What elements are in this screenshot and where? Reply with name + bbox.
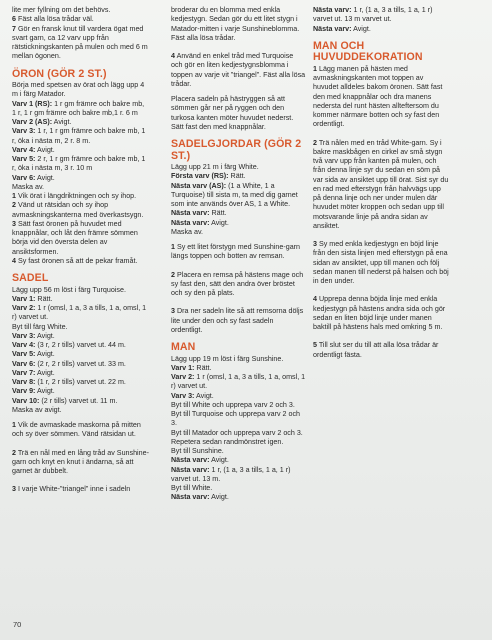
instruction-line <box>171 484 306 493</box>
line-text: Avigt. <box>35 387 55 396</box>
instruction-line <box>12 304 150 323</box>
line-text: Lägg upp 19 m löst i färg Sunshine. <box>171 354 284 363</box>
section-heading-oron: ÖRON (GÖR 2 ST.) <box>12 67 107 80</box>
line-label: 2 <box>313 138 317 147</box>
line-text: Byt till Sunshine. <box>171 447 224 455</box>
instruction-line <box>171 355 306 364</box>
line-label: 1 <box>12 421 16 429</box>
line-text: 1 r gm främre och bakre mb, 1 r, 1 r gm främre och bakre mb,1 r. 6 m <box>12 99 145 117</box>
instruction-line <box>12 220 150 257</box>
instruction-line <box>12 146 150 155</box>
line-text: Rätt. <box>35 294 53 303</box>
sadelgjordar-steps <box>171 243 306 335</box>
line-text: Avigt. <box>35 145 55 154</box>
instruction-line <box>12 118 150 127</box>
line-text: Lägg upp 56 m löst i färg Turquoise. <box>12 285 126 294</box>
instruction-line <box>12 323 150 332</box>
instruction-line <box>12 369 150 378</box>
line-text: 1 r, (1 a, 3 a tills, 1 a, 1 r) varvet ut. 13 m varvet ut. <box>313 6 433 24</box>
line-label: Varv 5: <box>12 155 36 163</box>
line-text: 1 r (omsl, 1 a, 3 a tills, 1 a, omsl, 1 r) varvet ut. <box>171 373 306 391</box>
line-text: Repetera sedan randmönstret igen. <box>171 437 284 446</box>
line-label: 2 <box>171 270 175 279</box>
line-text: (1 r, 2 r tills) varvet ut. 22 m. <box>35 378 126 386</box>
line-label: 6 <box>12 15 16 24</box>
line-text: 1 r, 1 r gm främre och bakre mb, 1 r, öka i nästa m, 2 r. 8 m. <box>12 127 146 145</box>
line-text: Avigt. <box>209 456 229 465</box>
instruction-step <box>313 240 450 286</box>
line-text: Avigt. <box>52 118 72 126</box>
instruction-line <box>171 392 306 401</box>
line-text: Fäst alla lösa trådar väl. <box>15 15 94 24</box>
line-text: (3 r, 2 r tills) varvet ut. 44 m. <box>35 341 126 349</box>
line-label: Nästa varv: <box>313 6 352 14</box>
line-label: Nästa varv: <box>171 218 210 227</box>
instruction-line <box>313 25 450 34</box>
line-text: I varje White-”triangel” inne i sadeln <box>15 485 131 494</box>
instruction-step <box>171 271 306 299</box>
line-text: (2 r tills) varvet ut. 11 m. <box>39 396 118 405</box>
line-text: Avigt. <box>209 218 229 227</box>
instruction-step <box>12 449 150 477</box>
line-text: Dra ner sadeln lite så att remsorna döljs lite under den och sy fast sadeln ordentligt. <box>171 307 304 334</box>
instruction-line <box>313 6 450 25</box>
line-text: Till slut ser du till att alla lösa trådar är ordentligt fästa. <box>313 341 439 359</box>
column-1 <box>12 6 150 495</box>
instruction-line <box>171 373 306 392</box>
line-label: Varv 3: <box>171 391 195 400</box>
column-2 <box>171 6 306 503</box>
instruction-line <box>12 295 150 304</box>
line-text: Gör en fransk knut till vardera ögat med svart garn, ca 12 varv upp från rätstickningskanten på mulen och med 6 m mellan ögonen. <box>12 24 148 61</box>
instruction-line <box>12 100 150 119</box>
page-number: 70 <box>13 620 22 629</box>
instruction-line <box>12 397 150 406</box>
line-label: 1 <box>171 243 175 251</box>
line-text: Maska av. <box>12 182 45 191</box>
instruction-line <box>12 360 150 369</box>
line-text: lite mer fyllning om det behövs. <box>12 6 111 14</box>
instruction-line <box>171 163 306 172</box>
sadel-block <box>12 286 150 416</box>
instruction-line <box>171 219 306 228</box>
line-label: Nästa varv (AS): <box>171 181 227 190</box>
instruction-line <box>171 410 306 429</box>
line-text: Avigt. <box>35 368 55 377</box>
line-text: Avigt. <box>35 331 55 340</box>
instruction-line <box>12 15 150 24</box>
line-text: Avigt. <box>194 391 214 400</box>
man-continued-block <box>313 6 450 34</box>
line-text: Trä nålen med en tråd White-garn. Sy i bakre maskbågen en cirkel av små stygn två varv upp från kanten på mulen, och från denna linje syr du sedan en söm på var sida av ansiktet upp till örat. Sist syr du en rad med efterstygn från halvvägs upp på denna linje och ner under mulen där huvudet möter kroppen och sedan upp till motsvarande linje på andra sidan av ansiktet. <box>313 138 449 230</box>
instruction-line <box>171 493 306 502</box>
line-text: (1 a White, 1 a Turquoise) till sista m, ta med dig garnet som inte används över AS, 1 a White. <box>171 181 298 208</box>
line-text: Avigt. <box>351 24 371 33</box>
sadelgjordar-block <box>171 163 306 237</box>
line-label: 4 <box>171 52 175 60</box>
line-label: Varv 3: <box>12 127 36 136</box>
line-text: Vik örat i längdriktningen och sy ihop. <box>15 192 137 200</box>
instruction-line <box>12 378 150 387</box>
section-heading-dekoration: MAN OCH HUVUDDEKORATION <box>313 39 423 64</box>
instruction-line <box>12 332 150 341</box>
line-text: Byt till färg White. <box>12 322 68 331</box>
instruction-line <box>171 466 306 485</box>
line-text: broderar du en blomma med enkla kedjestygn. Sedan gör du ett litet stygn i Matador-mitten i varje Sunshineblomma. Fäst alla lösa trådar. <box>171 6 300 42</box>
instruction-step <box>313 341 450 360</box>
line-text: (2 r, 2 r tills) varvet ut. 33 m. <box>35 359 126 368</box>
instruction-line <box>171 364 306 373</box>
line-label: Varv 4: <box>12 145 36 154</box>
line-label: Varv 9: <box>12 387 36 396</box>
line-label: Nästa varv: <box>171 465 210 474</box>
instruction-line <box>12 6 150 15</box>
dekoration-steps <box>313 65 450 360</box>
line-text: Sy ett litet förstygn med Sunshine-garn längs toppen och botten av remsan. <box>171 243 301 261</box>
line-text: 2 r, 1 r gm främre och bakre mb, 1 r, öka i nästa m, 3 r. 10 m <box>12 155 146 173</box>
instruction-line <box>171 456 306 465</box>
line-text: 1 r, (1 a, 3 a tills, 1 a, 1 r) varvet ut. 13 m. <box>171 465 291 483</box>
instruction-line <box>12 387 150 396</box>
instruction-step <box>313 295 450 332</box>
sadel-steps <box>12 421 150 495</box>
line-text: Sy fast öronen så att de pekar framåt. <box>15 256 138 265</box>
line-label: 5 <box>313 341 317 350</box>
line-label: Varv 2 (AS): <box>12 118 53 126</box>
instruction-line <box>12 127 150 146</box>
line-text: Sy med enkla kedjestygn en böjd linje från den sista linjen med efterstygn på ena sidan av ansiktet, upp till manen och följ sedan manen till nederst på halsen och böj in den under. <box>313 240 449 285</box>
line-text: Rätt. <box>194 363 212 372</box>
line-text: Rätt. <box>228 172 246 181</box>
line-text: Vänd ut rätsidan och sy ihop avmaskningskanterna med överkastsygn. <box>12 201 144 219</box>
line-label: Nästa varv: <box>171 209 210 218</box>
instruction-step <box>171 6 306 43</box>
line-label: 3 <box>171 307 175 316</box>
intro-block <box>12 6 150 62</box>
line-label: 4 <box>12 256 16 265</box>
line-text: Avigt. <box>35 350 55 359</box>
instruction-line <box>171 447 306 456</box>
line-text: Placera en remsa på hästens mage och sy fast den, sätt den andra över bröstet och sy den på plats. <box>171 270 304 297</box>
instruction-line <box>12 341 150 350</box>
instruction-line <box>12 350 150 359</box>
line-text: Avigt. <box>35 173 55 182</box>
instruction-step <box>171 243 306 262</box>
line-label: Varv 2: <box>12 304 36 312</box>
instruction-step <box>12 485 150 494</box>
line-label: Nästa varv: <box>171 456 210 465</box>
oron-block <box>12 81 150 266</box>
line-text: 1 r (omsl, 1 a, 3 a tills, 1 a, omsl, 1 r) varvet ut. <box>12 304 147 322</box>
line-label: Första varv (RS): <box>171 172 229 181</box>
instruction-step <box>313 65 450 130</box>
instruction-line <box>12 201 150 220</box>
line-text: Maska av avigt. <box>12 405 62 414</box>
line-label: Varv 3: <box>12 331 36 340</box>
line-text: Maska av. <box>171 227 204 236</box>
line-text: Använd en enkel tråd med Turquoise och gör en liten kedjestygnsblomma i toppen av varje vit ”triangel”. Fäst alla lösa trådar. <box>171 52 306 88</box>
instruction-line <box>171 209 306 218</box>
line-label: Varv 10: <box>12 396 40 405</box>
line-text: Byt till Turquoise och upprepa varv 2 och 3. <box>171 410 300 428</box>
instruction-line <box>12 174 150 183</box>
embroidery-block <box>171 6 306 89</box>
line-label: 2 <box>12 201 16 210</box>
line-text: Lägg upp 21 m i färg White. <box>171 163 259 171</box>
instruction-line <box>171 172 306 181</box>
line-text: Börja med spetsen av örat och lägg upp 4 m i färg Matador. <box>12 81 145 99</box>
instruction-line <box>171 182 306 210</box>
instruction-step <box>12 421 150 440</box>
line-text: Lägg manen på hästen med avmaskningskanten mot toppen av huvudet alldeles bakom öronen. Sätt fast den med knappnålar och dra manens nedersta del runt hästen allteftersom du kommer närmare botten och sy fast den ordentligt. <box>313 64 443 129</box>
line-label: 2 <box>12 448 16 457</box>
section-heading-sadelgjordar: SADELGJORDAR (GÖR 2 ST.) <box>171 138 302 162</box>
instruction-line <box>12 286 150 295</box>
line-label: Varv 6: <box>12 359 36 368</box>
line-text: Upprepa denna böjda linje med enkla kedjestygn på hästens andra sida och gör sedan en liten böjd linje under manen baktill på hästens hals med omkring 5 m. <box>313 295 446 331</box>
line-label: 4 <box>313 295 317 304</box>
instruction-line <box>171 401 306 410</box>
instruction-step <box>171 52 306 89</box>
line-label: Varv 1: <box>171 363 195 372</box>
instruction-line <box>171 228 306 237</box>
line-text: Byt till White. <box>171 484 213 492</box>
instruction-line <box>12 25 150 62</box>
man-block <box>171 355 306 503</box>
instruction-line <box>171 438 306 447</box>
line-label: 7 <box>12 24 16 33</box>
line-label: Varv 5: <box>12 350 36 359</box>
line-label: Varv 7: <box>12 368 36 377</box>
line-label: Varv 1: <box>12 294 36 303</box>
instruction-line <box>12 81 150 100</box>
line-label: Varv 2: <box>171 373 195 381</box>
placera-paragraph: Placera sadeln på hästryggen så att sömmen går ner på ryggen och den turkosa kanten möter huvudet nederst. Sätt fast den med knappnålar. <box>171 95 294 131</box>
line-text: Byt till Matador och upprepa varv 2 och 3. <box>171 428 303 437</box>
line-label: 1 <box>12 192 16 200</box>
instruction-line <box>12 192 150 201</box>
section-heading-sadel: SADEL <box>12 272 49 284</box>
line-text: Rätt. <box>209 209 227 218</box>
line-label: 3 <box>12 485 16 494</box>
line-label: 1 <box>313 64 317 73</box>
line-label: Varv 4: <box>12 341 36 349</box>
line-label: Varv 8: <box>12 378 36 386</box>
line-text: Byt till White och upprepa varv 2 och 3. <box>171 400 295 409</box>
line-label: Nästa varv: <box>313 24 352 33</box>
line-label: Varv 6: <box>12 173 36 182</box>
instruction-step <box>171 307 306 335</box>
instruction-line <box>171 429 306 438</box>
instruction-step <box>313 139 450 232</box>
instruction-line <box>12 155 150 174</box>
line-label: 3 <box>313 240 317 248</box>
line-label: Varv 1 (RS): <box>12 99 53 108</box>
line-text: Trä en nål med en lång tråd av Sunshine-garn och knyt en knut i ändarna, så att garnet är dubbelt. <box>12 448 149 475</box>
line-text: Vik de avmaskade maskorna på mitten och sy över sömmen. Vänd rätsidan ut. <box>12 421 141 439</box>
line-text: Avigt. <box>209 493 229 502</box>
line-label: 3 <box>12 219 16 228</box>
instruction-line <box>12 406 150 415</box>
line-label: Nästa varv: <box>171 493 210 502</box>
line-text: Sätt fast öronen på huvudet med knappnålar, och låt den främre sömmen börja vid den översta delen av ansiktsformen. <box>12 219 138 256</box>
instruction-line <box>12 257 150 266</box>
section-heading-man: MAN <box>171 341 196 353</box>
instruction-line <box>12 183 150 192</box>
column-3 <box>313 6 450 360</box>
